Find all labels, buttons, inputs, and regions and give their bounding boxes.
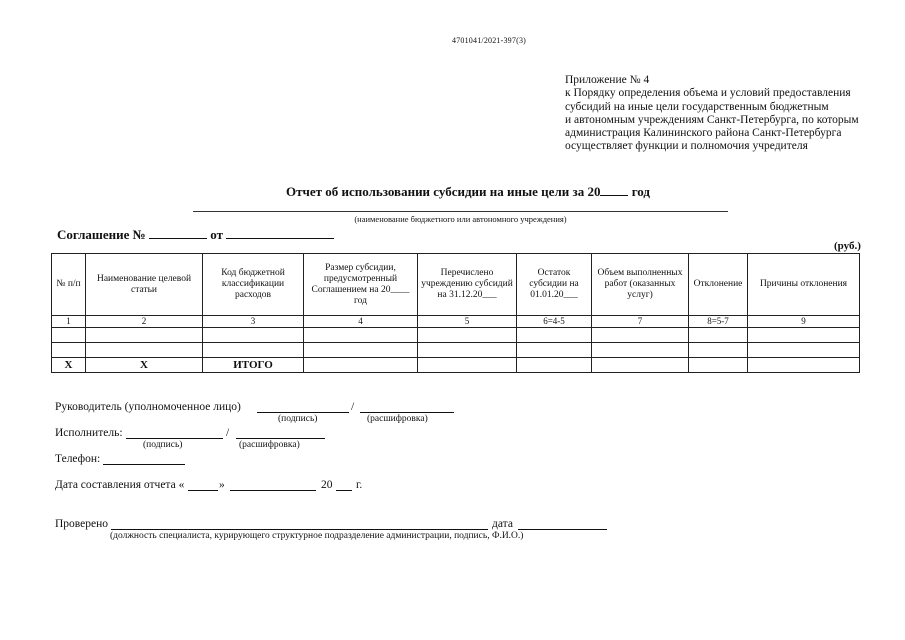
- header-cell: Наименование целевой статьи: [86, 254, 203, 316]
- document-number: 4701041/2021-397(3): [452, 36, 527, 45]
- appendix-line-2: к Порядку определения объема и условий предоставления: [565, 87, 851, 100]
- table-cell[interactable]: [689, 343, 748, 358]
- number-cell: 1: [52, 316, 86, 328]
- header-cell: Объем выполненных работ (оказанных услуг): [592, 254, 689, 316]
- table-cell[interactable]: [86, 328, 203, 343]
- report-title: [286, 184, 650, 200]
- table-cell[interactable]: [52, 343, 86, 358]
- table-cell[interactable]: [592, 328, 689, 343]
- executor-decoding-caption: (расшифровка): [239, 440, 300, 450]
- head-label: Руководитель (уполномоченное лицо): [55, 401, 241, 413]
- table-cell[interactable]: [203, 343, 304, 358]
- header-cell: Размер субсидии, предусмотренный Соглашением на 20____ год: [304, 254, 418, 316]
- executor-slash: /: [226, 427, 230, 439]
- number-cell: 2: [86, 316, 203, 328]
- header-cell: № п/п: [52, 254, 86, 316]
- number-cell: 6=4-5: [517, 316, 592, 328]
- date-label: Дата составления отчета «: [55, 479, 185, 491]
- header-cell: Перечислено учреждению субсидий на 31.12.20___: [418, 254, 517, 316]
- header-cell: Код бюджетной классификации расходов: [203, 254, 304, 316]
- header-cell: Отклонение: [689, 254, 748, 316]
- table-row[interactable]: [52, 343, 860, 358]
- appendix-line-4: и автономным учреждениям Санкт-Петербурга, по которым: [565, 113, 859, 126]
- organization-line[interactable]: [193, 211, 728, 212]
- report-title-prefix: Отчет об использовании субсидии на иные цели за 20: [286, 184, 601, 199]
- date-month-line[interactable]: [230, 490, 316, 491]
- number-cell: 8=5-7: [689, 316, 748, 328]
- checked-caption: (должность специалиста, курирующего структурное подразделение администрации, подпись, Ф.И.О.): [110, 531, 524, 541]
- number-cell: 7: [592, 316, 689, 328]
- table-cell[interactable]: [86, 343, 203, 358]
- executor-signature-line[interactable]: [126, 438, 223, 439]
- agreement-row: [57, 226, 334, 243]
- organization-caption: (наименование бюджетного или автономного учреждения): [354, 214, 567, 224]
- appendix-block: [565, 74, 885, 154]
- executor-label: Исполнитель:: [55, 427, 123, 439]
- year-blank[interactable]: [600, 185, 628, 196]
- total-cell[interactable]: [748, 358, 860, 373]
- table-cell[interactable]: [203, 328, 304, 343]
- date-year-line[interactable]: [336, 490, 352, 491]
- checked-date-label: дата: [492, 518, 513, 530]
- checked-label: Проверено: [55, 518, 109, 530]
- head-slash: /: [351, 401, 355, 413]
- agreement-number-blank[interactable]: [149, 226, 207, 239]
- checked-line[interactable]: [111, 529, 488, 530]
- agreement-date-blank[interactable]: [226, 226, 334, 239]
- head-decoding-caption: (расшифровка): [367, 414, 428, 424]
- table-number-row: [52, 316, 860, 328]
- executor-signature-caption: (подпись): [143, 440, 183, 450]
- total-cell[interactable]: [418, 358, 517, 373]
- number-cell: 5: [418, 316, 517, 328]
- number-cell: 4: [304, 316, 418, 328]
- head-signature-line[interactable]: [257, 412, 349, 413]
- executor-decoding-line[interactable]: [236, 438, 325, 439]
- table-cell[interactable]: [418, 328, 517, 343]
- table-cell[interactable]: [418, 343, 517, 358]
- number-cell: 3: [203, 316, 304, 328]
- appendix-line-3: субсидий на иные цели государственным бюджетным: [565, 100, 829, 113]
- appendix-line-5: администрация Калининского района Санкт-Петербурга: [565, 127, 842, 140]
- table-cell[interactable]: [304, 343, 418, 358]
- number-cell: 9: [748, 316, 860, 328]
- total-cell: ИТОГО: [203, 358, 304, 373]
- total-cell[interactable]: [517, 358, 592, 373]
- table-cell[interactable]: [52, 328, 86, 343]
- checked-date-line[interactable]: [518, 529, 607, 530]
- date-quote-close: »: [219, 479, 225, 491]
- table-cell[interactable]: [517, 343, 592, 358]
- table-cell[interactable]: [304, 328, 418, 343]
- total-cell: Х: [86, 358, 203, 373]
- total-cell[interactable]: [689, 358, 748, 373]
- total-cell: Х: [52, 358, 86, 373]
- table-cell[interactable]: [592, 343, 689, 358]
- table-row[interactable]: [52, 328, 860, 343]
- appendix-line-1: Приложение № 4: [565, 74, 650, 86]
- header-cell: Причины отклонения: [748, 254, 860, 316]
- header-cell: Остаток субсидии на 01.01.20___: [517, 254, 592, 316]
- table-cell[interactable]: [748, 343, 860, 358]
- appendix-line-6: осуществляет функции и полномочия учредителя: [565, 140, 808, 153]
- date-suffix: г.: [356, 479, 363, 491]
- phone-label: Телефон:: [55, 453, 101, 465]
- date-year: 20: [321, 479, 333, 491]
- agreement-from-label: от: [210, 227, 223, 242]
- total-cell[interactable]: [304, 358, 418, 373]
- report-table: [51, 253, 860, 373]
- table-cell[interactable]: [748, 328, 860, 343]
- currency-note: (руб.): [834, 240, 861, 252]
- phone-line[interactable]: [103, 464, 185, 465]
- total-cell[interactable]: [592, 358, 689, 373]
- date-day-line[interactable]: [188, 490, 218, 491]
- head-signature-caption: (подпись): [278, 414, 318, 424]
- head-decoding-line[interactable]: [360, 412, 454, 413]
- agreement-label: Соглашение №: [57, 227, 146, 242]
- report-title-suffix: год: [631, 184, 650, 199]
- table-cell[interactable]: [517, 328, 592, 343]
- table-header-row: [52, 254, 860, 316]
- table-total-row: [52, 358, 860, 373]
- table-cell[interactable]: [689, 328, 748, 343]
